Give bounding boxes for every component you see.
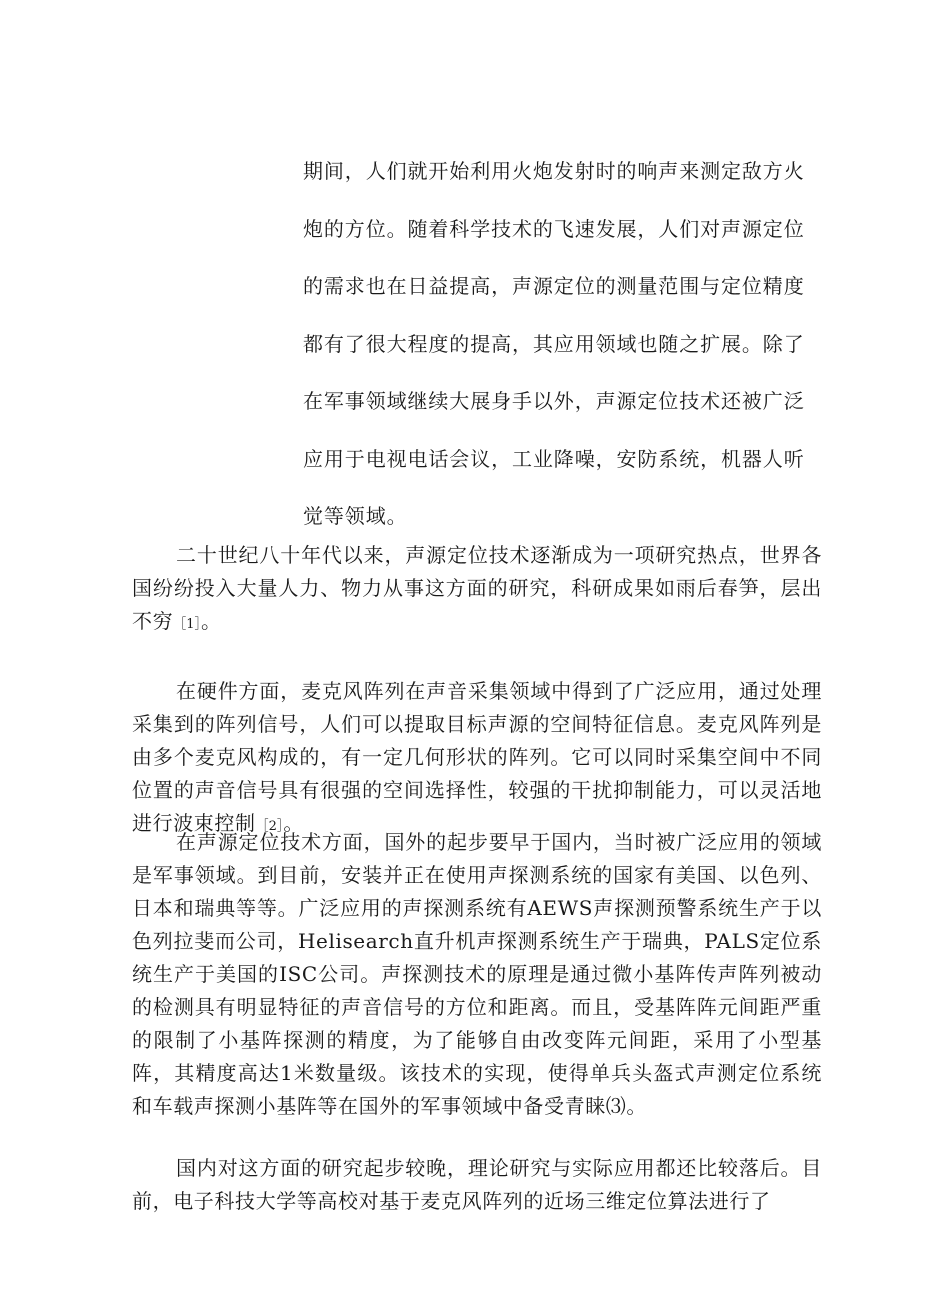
text-line: 炮的方位。随着科学技术的飞速发展，人们对声源定位: [303, 216, 805, 241]
text-line: 应用于电视电话会议，工业降噪，安防系统，机器人听: [303, 446, 805, 471]
citation-1: ［1］: [173, 617, 201, 632]
indented-text-block: [303, 143, 828, 546]
paragraph-text: 二十世纪八十年代以来，声源定位技术逐渐成为一项研究热点，世界各国纷纷投入大量人力、物力从事这方面的研究，科研成果如雨后春笋，层出不穷: [132, 543, 822, 633]
text-line: 觉等领域。: [303, 504, 408, 528]
text-line: 在军事领域继续大展身手以外，声源定位技术还被广泛: [303, 389, 805, 413]
text-line: 期间，人们就开始利用火炮发射时的响声来测定敌方火: [303, 159, 805, 183]
paragraph-hardware: [132, 675, 822, 843]
paragraph-text: 国内对这方面的研究起步较晚，理论研究与实际应用都还比较落后。目前，电子科技大学等高校对基于麦克风阵列的近场三维定位算法进行了: [132, 1156, 822, 1213]
paragraph-domestic-research: [132, 1152, 822, 1218]
text-line: 的需求也在日益提高，声源定位的测量范围与定位精度: [303, 274, 805, 298]
paragraph-foreign-technology: [132, 826, 822, 1123]
citation-2: ［2］: [255, 819, 284, 834]
paragraph-research-hotspot: [132, 539, 822, 641]
paragraph-text: 在声源定位技术方面，国外的起步要早于国内，当时被广泛应用的领域是军事领域。到目前，安装并正在使用声探测系统的国家有美国、以色列、日本和瑞典等等。广泛应用的声探测系统有AEWS声探测预警系统生产于以色列拉斐而公司，Helisearch直升机声探测系统生产于瑞典，PALS定位系统生产于美国的ISC公司。声探测技术的原理是通过微小基阵传声阵列被动的检测具有明显特征的声音信号的方位和距离。而且，受基阵阵元间距严重的限制了小基阵探测的精度，为了能够自由改变阵元间距，采用了小型基阵，其精度高达1米数量级。该技术的实现，使得单兵头盔式声测定位系统和车载声探测小基阵等在国外的军事领域中备受青睐⑶。: [132, 830, 822, 1118]
paragraph-tail: 。: [283, 811, 304, 835]
paragraph-tail: 。: [200, 609, 222, 633]
paragraph-text: 在硬件方面，麦克风阵列在声音采集领域中得到了广泛应用，通过处理采集到的阵列信号，人们可以提取目标声源的空间特征信息。麦克风阵列是由多个麦克风构成的，有一定几何形状的阵列。它可以同时采集空间中不同位置的声音信号具有很强的空间选择性，较强的干扰抑制能力，可以灵活地进行波束控制: [132, 679, 822, 835]
text-line: 都有了很大程度的提高，其应用领域也随之扩展。除了: [303, 331, 805, 356]
